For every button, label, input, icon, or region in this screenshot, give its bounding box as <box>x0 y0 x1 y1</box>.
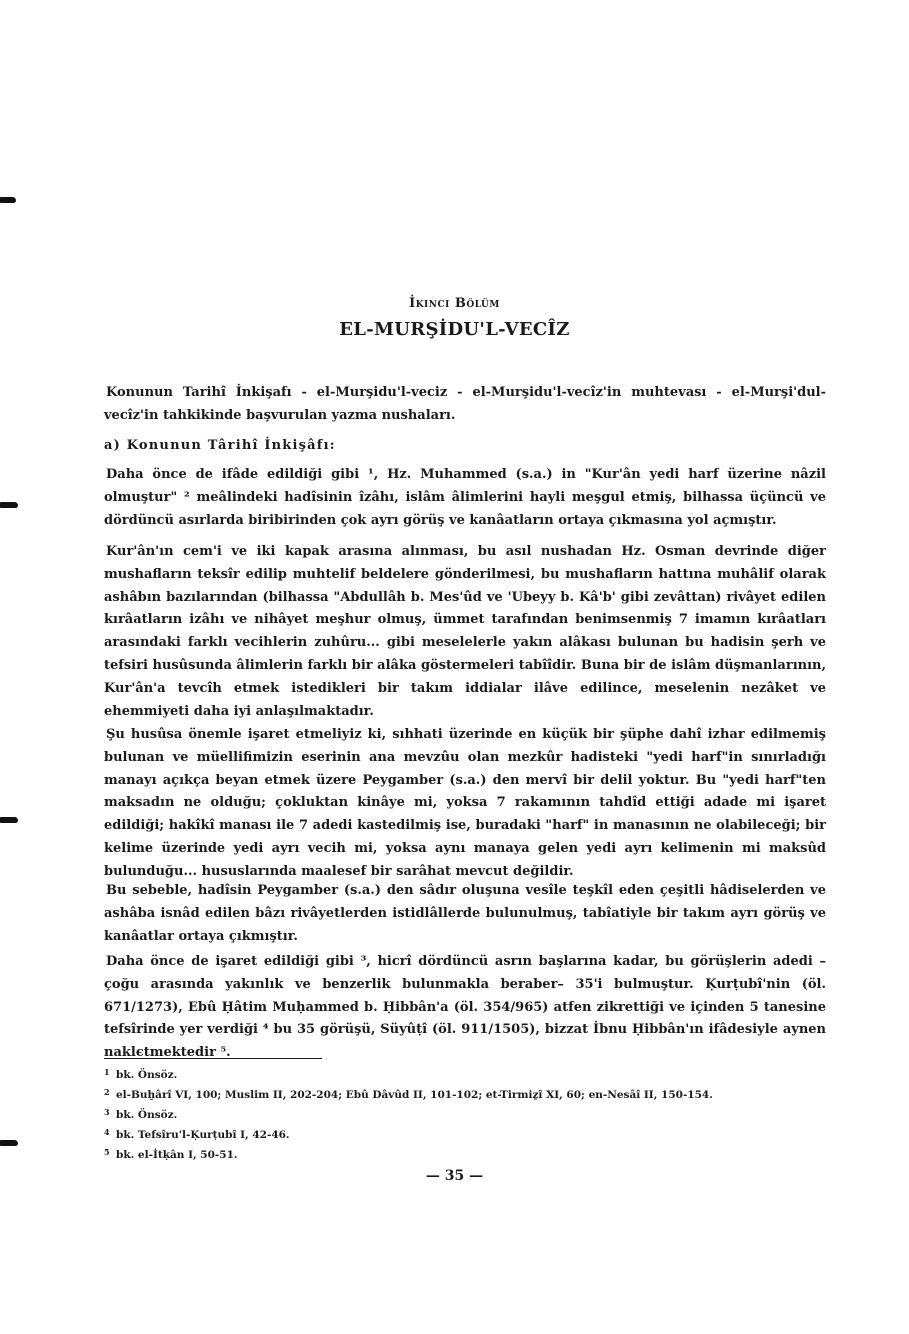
summary-text: Konunun Tarihî İnkişafı - el-Murşidu'l-veciz - el-Murşidu'l-vecîz'in muhtevası - el-Murşi'dul-vecîz'in tahkikinde başvurulan yazma nushaları. <box>104 385 826 423</box>
chapter-summary <box>104 382 826 428</box>
footnote-item <box>104 1144 826 1164</box>
footnote-number: 4 <box>104 1127 110 1137</box>
paragraph-text: Kur'ân'ın cem'i ve iki kapak arasına alınması, bu asıl nushadan Hz. Osman devrinde diğer mushafların teksîr edilip muhtelif beldelere gönderilmesi, bu mushafların hattına muhâlif olarak ashâbın bazılarından (bilhassa "Abdullâh b. Mes'ûd ve 'Ubeyy b. Kâ'b' gibi zevâttan) rivâyet edilen kırâatların izâhı ve nihâyet meşhur olmuş, ümmet tarafından benimsenmiş 7 imamın kırâatları arasındaki farklı vecihlerin zuhûru... gibi meselelerle yakın alâkası bulunan bu hadisin şerh ve tefsiri husûsunda âlimlerin farklı bir alâka göstermeleri tabîîdir. Buna bir de islâm düşmanlarının, Kur'ân'a tevcîh etmek istedikleri bir takım iddialar ilâve edilince, meselenin nezâket ve ehemmiyeti daha iyi anlaşılmaktadır. <box>104 544 826 719</box>
paragraph-4 <box>104 880 826 948</box>
paragraph-5 <box>104 951 826 1065</box>
scan-margin-mark <box>0 502 18 508</box>
footnote-number: 5 <box>104 1147 110 1157</box>
paragraph-text: Şu husûsa önemle işaret etmeliyiz ki, sıhhati üzerinde en küçük bir şüphe dahî izhar edilmemiş bulunan ve müellifimizin eserinin ana mevzûu olan mezkûr hadisteki "yedi harf"in sınırladığı manayı açıkça beyan etmek üzere Peygamber (s.a.) den mervî bir delil yoktur. Bu "yedi harf"ten maksadın ne olduğu; çokluktan kinâye mi, yoksa 7 rakamının tahdîd ettiği adade mi işaret edildiği; hakîkî manası ile 7 adedi kastedilmiş ise, buradaki "harf" in manasının ne olabileceği; bir kelime üzerinde yedi ayrı vecih mi, yoksa aynı manaya gelen yedi ayrı kelimenin mi maksûd bulunduğu... hususlarında maalesef bir sarâhat mevcut değildir. <box>104 727 826 879</box>
footnote-text: bk. Önsöz. <box>116 1109 178 1121</box>
scan-margin-mark <box>0 817 18 823</box>
footnotes <box>104 1064 826 1164</box>
footnote-number: 3 <box>104 1107 110 1117</box>
footnote-number: 2 <box>104 1087 110 1097</box>
chapter-title: EL-MURŞİDU'L-VECÎZ <box>339 319 570 340</box>
paragraph-1 <box>104 464 826 532</box>
paragraph-text: Daha önce de işaret edildiği gibi ³, hicrî dördüncü asrın başlarına kadar, bu görüşlerin adedi –çoğu arasında yakınlık ve benzerlik bulunmakla beraber– 35'i bulmuştur. Ḳurṭubî'nin (öl. 671/1273), Ebû Ḥâtim Muḥammed b. Ḥibbân'a (öl. 354/965) atfen zikrettiği ve içinden 5 tanesine tefsîrinde yer verdiği ⁴ bu 35 görüşü, Süyûṭî (öl. 911/1505), bizzat İbnu Ḥibbân'ın ifâdesiyle aynen naklєtmektedir ⁵. <box>104 954 826 1061</box>
paragraph-3 <box>104 724 826 884</box>
footnote-text: bk. el-İtḳân I, 50-51. <box>116 1149 238 1161</box>
footnote-text: bk. Tefsîru'l-Ḳurṭubî I, 42-46. <box>116 1129 290 1141</box>
paragraph-2 <box>104 541 826 723</box>
paragraph-text: Bu sebeble, hadîsin Peygamber (s.a.) den sâdır oluşuna vesîle teşkîl eden çeşitli hâdiselerden ve ashâba isnâd edilen bâzı rivâyetlerden istidlâllerde bulunulmuş, tabîatiyle bir takım ayrı görüş ve kanâatlar ortaya çıkmıştır. <box>104 883 826 944</box>
chapter-label: İkinci Bölüm <box>409 296 500 311</box>
footnote-item <box>104 1104 826 1124</box>
footnote-text: el-Buḫârî VI, 100; Muslim II, 202-204; Ebû Dâvûd II, 101-102; et-Tirmiẕî XI, 60; en-Nesâî II, 150-154. <box>116 1089 713 1101</box>
section-heading: a) Konunun Târihî İnkişâfı: <box>104 438 336 453</box>
page-number: — 35 — <box>425 1168 484 1184</box>
footnote-number: 1 <box>104 1067 110 1077</box>
footnote-divider <box>104 1058 322 1059</box>
scan-margin-mark <box>0 1140 18 1146</box>
footnote-item <box>104 1084 826 1104</box>
scan-margin-mark <box>0 197 16 203</box>
footnote-item <box>104 1124 826 1144</box>
paragraph-text: Daha önce de ifâde edildiği gibi ¹, Hz. Muhammed (s.a.) in "Kur'ân yedi harf üzerine nâzil olmuştur" ² meâlindeki hadîsinin îzâhı, islâm âlimlerini hayli meşgul etmiş, bilhassa üçüncü ve dördüncü asırlarda biribirinden çok ayrı görüş ve kanâatların ortaya çıkmasına yol açmıştır. <box>104 467 826 528</box>
footnote-text: bk. Önsöz. <box>116 1069 178 1081</box>
footnote-item <box>104 1064 826 1084</box>
